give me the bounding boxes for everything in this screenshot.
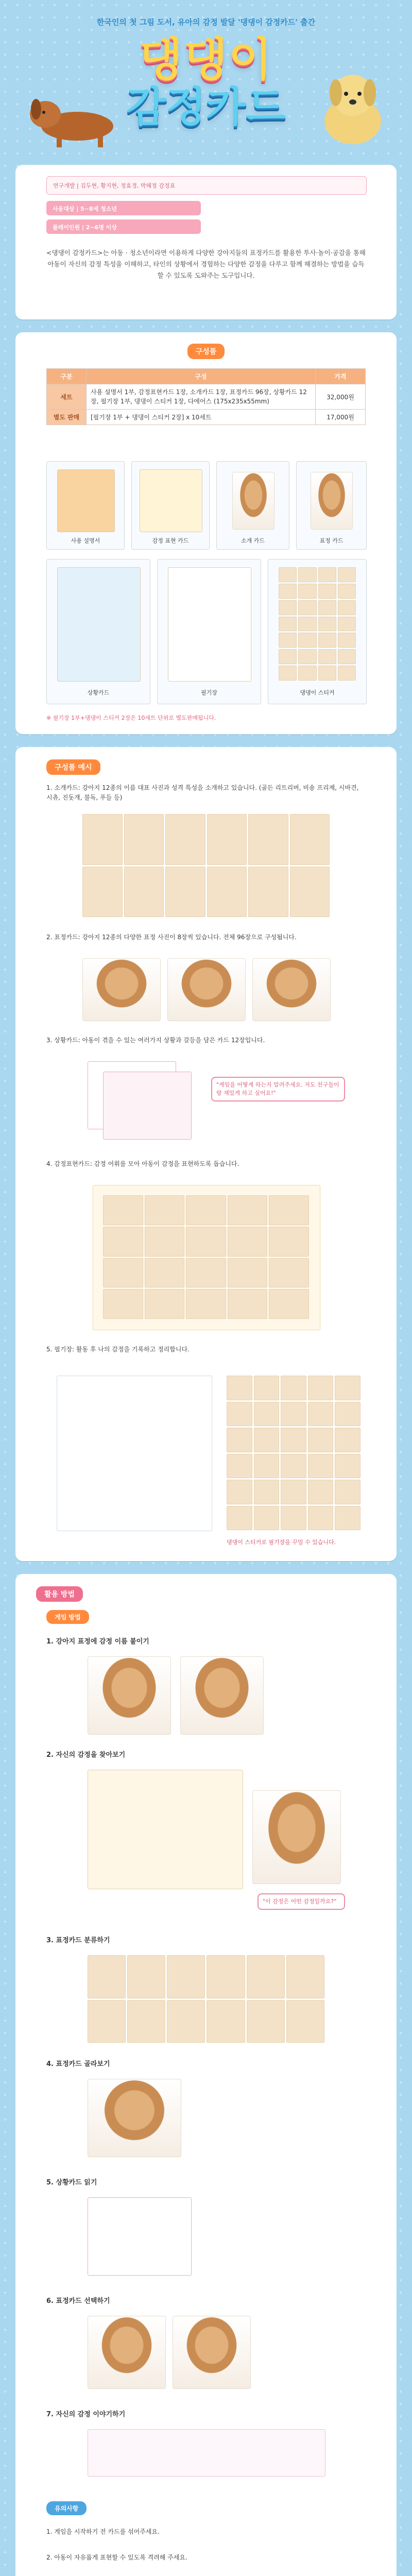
sticker-sheet bbox=[227, 1376, 360, 1530]
players-label: 플레이인원 | 2~6명 이상 bbox=[53, 224, 117, 231]
table-row bbox=[47, 384, 366, 410]
howto-title-wrap bbox=[36, 1586, 83, 1602]
product-situation-card bbox=[46, 559, 150, 704]
face-photo-1 bbox=[82, 958, 161, 1021]
notebook-page bbox=[57, 1376, 212, 1531]
dog-illustration-left bbox=[21, 77, 124, 149]
emotion-chart-grid bbox=[103, 1195, 309, 1319]
composition-title: 구성품 bbox=[187, 344, 225, 359]
logo-line-1: 댕댕이 bbox=[139, 33, 273, 86]
game-step-2: 2. 자신의 감정을 찾아보기 bbox=[46, 1751, 126, 1759]
game-photo-3 bbox=[252, 1790, 341, 1884]
description: <댕댕이 감정카드>는 아동 · 청소년이라면 이용하게 다양한 강아지들의 표정카드를 활용한 투사·놀이·공감을 통해 아동이 자신의 감정 특성을 이해하고, 타인의 상황에서 경험하는 다양한 감정을 다루고 함께 해결하는 방법을 습득할 수 있도록 도와주는 도구입니다. bbox=[46, 249, 366, 279]
examples-title: 구성품 예시 bbox=[46, 759, 100, 775]
composition-title-wrap bbox=[15, 344, 397, 359]
product-label: 표정 카드 bbox=[319, 537, 344, 544]
example-step-4: 4. 감정표현카드: 감정 어휘를 모아 아동이 감정을 표현하도록 돕습니다. bbox=[46, 1160, 239, 1167]
composition-table bbox=[46, 368, 366, 425]
product-label: 댕댕이 스티커 bbox=[300, 689, 335, 696]
game-step-3: 3. 표정카드 분류하기 bbox=[46, 1937, 110, 1944]
intro-cards-grid bbox=[82, 814, 330, 917]
col-content: 구성 bbox=[87, 369, 316, 384]
row-content: 사용 설명서 1부, 감정표현카드 1장, 소개카드 1장, 표정카드 96장, 상황카드 12장, 필기장 1부, 댕댕이 스티커 1장, 다에어스 (175x235x55mm) bbox=[87, 384, 316, 410]
game-subtitle: 게임 방법 bbox=[46, 1610, 89, 1624]
game-bubble: "이 감정은 어떤 감정일까요?" bbox=[258, 1893, 345, 1910]
game-photo-5 bbox=[88, 2316, 166, 2389]
row-price: 32,000원 bbox=[316, 384, 366, 410]
intro-card-image bbox=[232, 472, 274, 530]
example-step-5: 5. 필기장: 활동 후 나의 감정을 기록하고 정리합니다. bbox=[46, 1346, 190, 1353]
tip-1: 1. 게임을 시작하기 전 카드를 섞어주세요. bbox=[46, 2528, 160, 2535]
row-content: [필기장 1부 + 댕댕이 스티커 2장] x 10세트 bbox=[87, 410, 316, 425]
tags-label: 연구개발 | 김두현, 황지현, 정효경, 박혜정 감정표 bbox=[53, 182, 176, 189]
composition-footnote: ※ 필기장 1부+댕댕이 스티커 2장은 10세트 단위로 별도판매됩니다. bbox=[46, 715, 216, 721]
sticker-grid bbox=[279, 567, 356, 681]
examples-title-wrap bbox=[46, 759, 100, 775]
composition-card bbox=[15, 332, 397, 734]
tip-2: 2. 아동이 자유롭게 표현할 수 있도록 격려해 주세요. bbox=[46, 2554, 187, 2561]
face-card-spread bbox=[88, 1955, 324, 2043]
game-step-1: 1. 강아지 표정에 감정 이름 붙이기 bbox=[46, 1638, 149, 1646]
table-row bbox=[47, 410, 366, 425]
game-board bbox=[88, 1770, 243, 1889]
table-header-row bbox=[47, 369, 366, 384]
manual-cover bbox=[57, 469, 115, 532]
discussion-box bbox=[88, 2429, 325, 2477]
howto-card bbox=[15, 1574, 397, 2576]
situation-speech-bubble: "게임을 어떻게 하는지 알려주세요. 저도 친구들이랑 재밌게 하고 싶어요!" bbox=[211, 1077, 345, 1101]
tags-box bbox=[46, 176, 367, 195]
game-photo-6 bbox=[173, 2316, 251, 2389]
game-step-5: 5. 상황카드 읽기 bbox=[46, 2179, 97, 2187]
target-label: 사용대상 | 5~8세 청소년 bbox=[53, 206, 117, 212]
col-price: 가격 bbox=[316, 369, 366, 384]
example-step-1: 1. 소개카드: 강아지 12종의 이름 대표 사진과 성격 특성을 소개하고 있습니다. (골든 리트리버, 비숑 프리제, 시바견, 시츄, 진돗개, 불독, 푸들 등) bbox=[46, 784, 359, 801]
game-step-4: 4. 표정카드 골라보기 bbox=[46, 2060, 110, 2068]
product-label: 필기장 bbox=[201, 689, 217, 696]
dog-illustration-right bbox=[309, 62, 397, 149]
product-label: 사용 설명서 bbox=[71, 537, 100, 544]
example-step-2: 2. 표정카드: 강아지 12종의 다양한 표정 사진이 8장씩 있습니다. 전체 96장으로 구성됩니다. bbox=[46, 934, 297, 941]
info-card bbox=[15, 165, 397, 319]
notebook-image bbox=[168, 567, 251, 682]
face-card-image bbox=[311, 472, 353, 530]
face-photo-3 bbox=[252, 958, 331, 1021]
product-face-card bbox=[296, 461, 367, 550]
emotion-card-image bbox=[140, 469, 202, 532]
game-photo-2 bbox=[180, 1656, 264, 1735]
product-emotion-card bbox=[131, 461, 210, 550]
examples-card bbox=[15, 747, 397, 1561]
tips-title-wrap bbox=[46, 2501, 87, 2515]
col-section: 구분 bbox=[47, 369, 87, 384]
situation-card-back bbox=[103, 1072, 192, 1140]
stickers-note: 댕댕이 스티커로 필기장을 꾸밀 수 있습니다. bbox=[227, 1539, 336, 1546]
players-box bbox=[46, 219, 201, 234]
product-sticker bbox=[268, 559, 367, 704]
face-photo-2 bbox=[167, 958, 246, 1021]
product-label: 소개 카드 bbox=[241, 537, 265, 544]
product-label: 감정 표현 카드 bbox=[152, 537, 189, 544]
row-price: 17,000원 bbox=[316, 410, 366, 425]
situation-card-sample bbox=[88, 2197, 192, 2276]
row-label: 세트 bbox=[47, 384, 87, 410]
logo-line-2: 감정카드 bbox=[126, 83, 286, 131]
product-label: 상황카드 bbox=[87, 689, 110, 696]
game-photo-1 bbox=[88, 1656, 171, 1735]
howto-title: 활용 방법 bbox=[36, 1586, 83, 1602]
situation-card-image bbox=[57, 567, 141, 682]
game-step-7: 7. 자신의 감정 이야기하기 bbox=[46, 2411, 126, 2418]
product-intro-card bbox=[216, 461, 289, 550]
product-notebook bbox=[157, 559, 261, 704]
target-box bbox=[46, 201, 201, 215]
game-step-6: 6. 표정카드 선택하기 bbox=[46, 2297, 110, 2305]
game-subtitle-wrap bbox=[46, 1610, 89, 1624]
game-photo-4 bbox=[88, 2079, 181, 2157]
row-label: 별도 판매 bbox=[47, 410, 87, 425]
example-step-3: 3. 상황카드: 아동이 겪을 수 있는 여러가지 상황과 갈등을 담은 카드 12장입니다. bbox=[46, 1037, 265, 1044]
product-manual bbox=[46, 461, 125, 550]
tips-title: 유의사항 bbox=[46, 2501, 87, 2515]
header-tagline: 한국인의 첫 그림 도서, 유아의 감정 발달 '댕댕이 감정카드' 출간 bbox=[96, 18, 316, 27]
